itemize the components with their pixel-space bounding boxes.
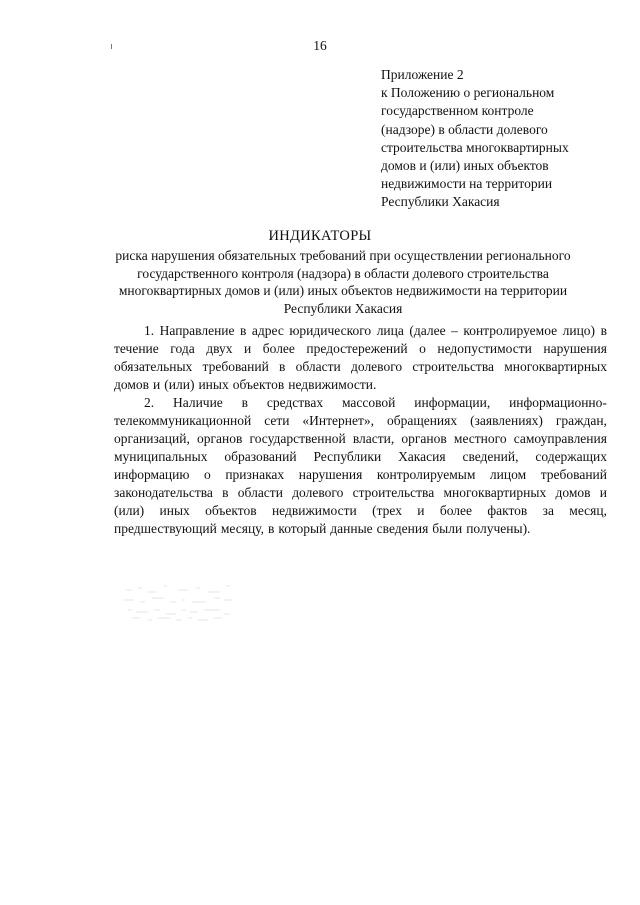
paragraph-2-line: информацию о признаках нарушения контролируемым лицом требований [114,467,607,482]
appendix-line: домов и (или) иных объектов [381,158,549,174]
faint-stamp-mark [118,580,238,622]
paragraph-2-line: законодательства в области долевого строительства многоквартирных домов и [114,485,607,500]
subtitle-line: государственного контроля (надзора) в области долевого строительства [137,265,549,281]
subtitle-line: Республики Хакасия [283,300,403,316]
paragraph-2-line: 2. Наличие в средствах массовой информации, информационно- [144,395,607,410]
appendix-line: к Положению о региональном [381,85,555,101]
document-body [114,322,607,538]
appendix-reference-block [381,66,621,212]
appendix-line: Приложение 2 [381,67,464,82]
subtitle-line: риска нарушения обязательных требований при осуществлении регионального [115,248,571,263]
appendix-line: государственном контроле [381,103,534,119]
paragraph-2-line: телекоммуникационной сети «Интернет», обращениях (заявлениях) граждан, [114,413,607,428]
paragraph-1-line: течение года двух и более предостережений о недопустимости нарушения [114,341,607,356]
document-subtitle [80,247,606,317]
paragraph-2-line: организаций, органов государственной власти, органов местного самоуправления [114,431,607,446]
document-title: ИНДИКАТОРЫ [268,228,372,244]
paragraph-1-line: домов и (или) иных объектов недвижимости. [114,377,377,392]
paragraph-2-line: (или) иных объектов недвижимости (трех и более фактов за месяц, [114,503,607,518]
subtitle-line: многоквартирных домов и (или) иных объектов недвижимости на территории [118,283,568,298]
paragraph-2-line: предшествующий месяцу, в который данные сведения были получены). [114,521,531,536]
appendix-line: Республики Хакасия [381,194,500,210]
page-number: 16 [313,38,327,53]
appendix-line: недвижимости на территории [381,176,553,192]
paragraph-1-line: обязательных требований в области долевого строительства многоквартирных [114,359,607,374]
paragraph-1-line: 1. Направление в адрес юридического лица (далее – контролируемое лицо) в [144,323,607,338]
appendix-line: строительства многоквартирных [381,139,569,155]
appendix-line: (надзоре) в области долевого [381,121,548,137]
paragraph-2-line: муниципальных образований Республики Хакасия сведений, содержащих [114,449,607,464]
